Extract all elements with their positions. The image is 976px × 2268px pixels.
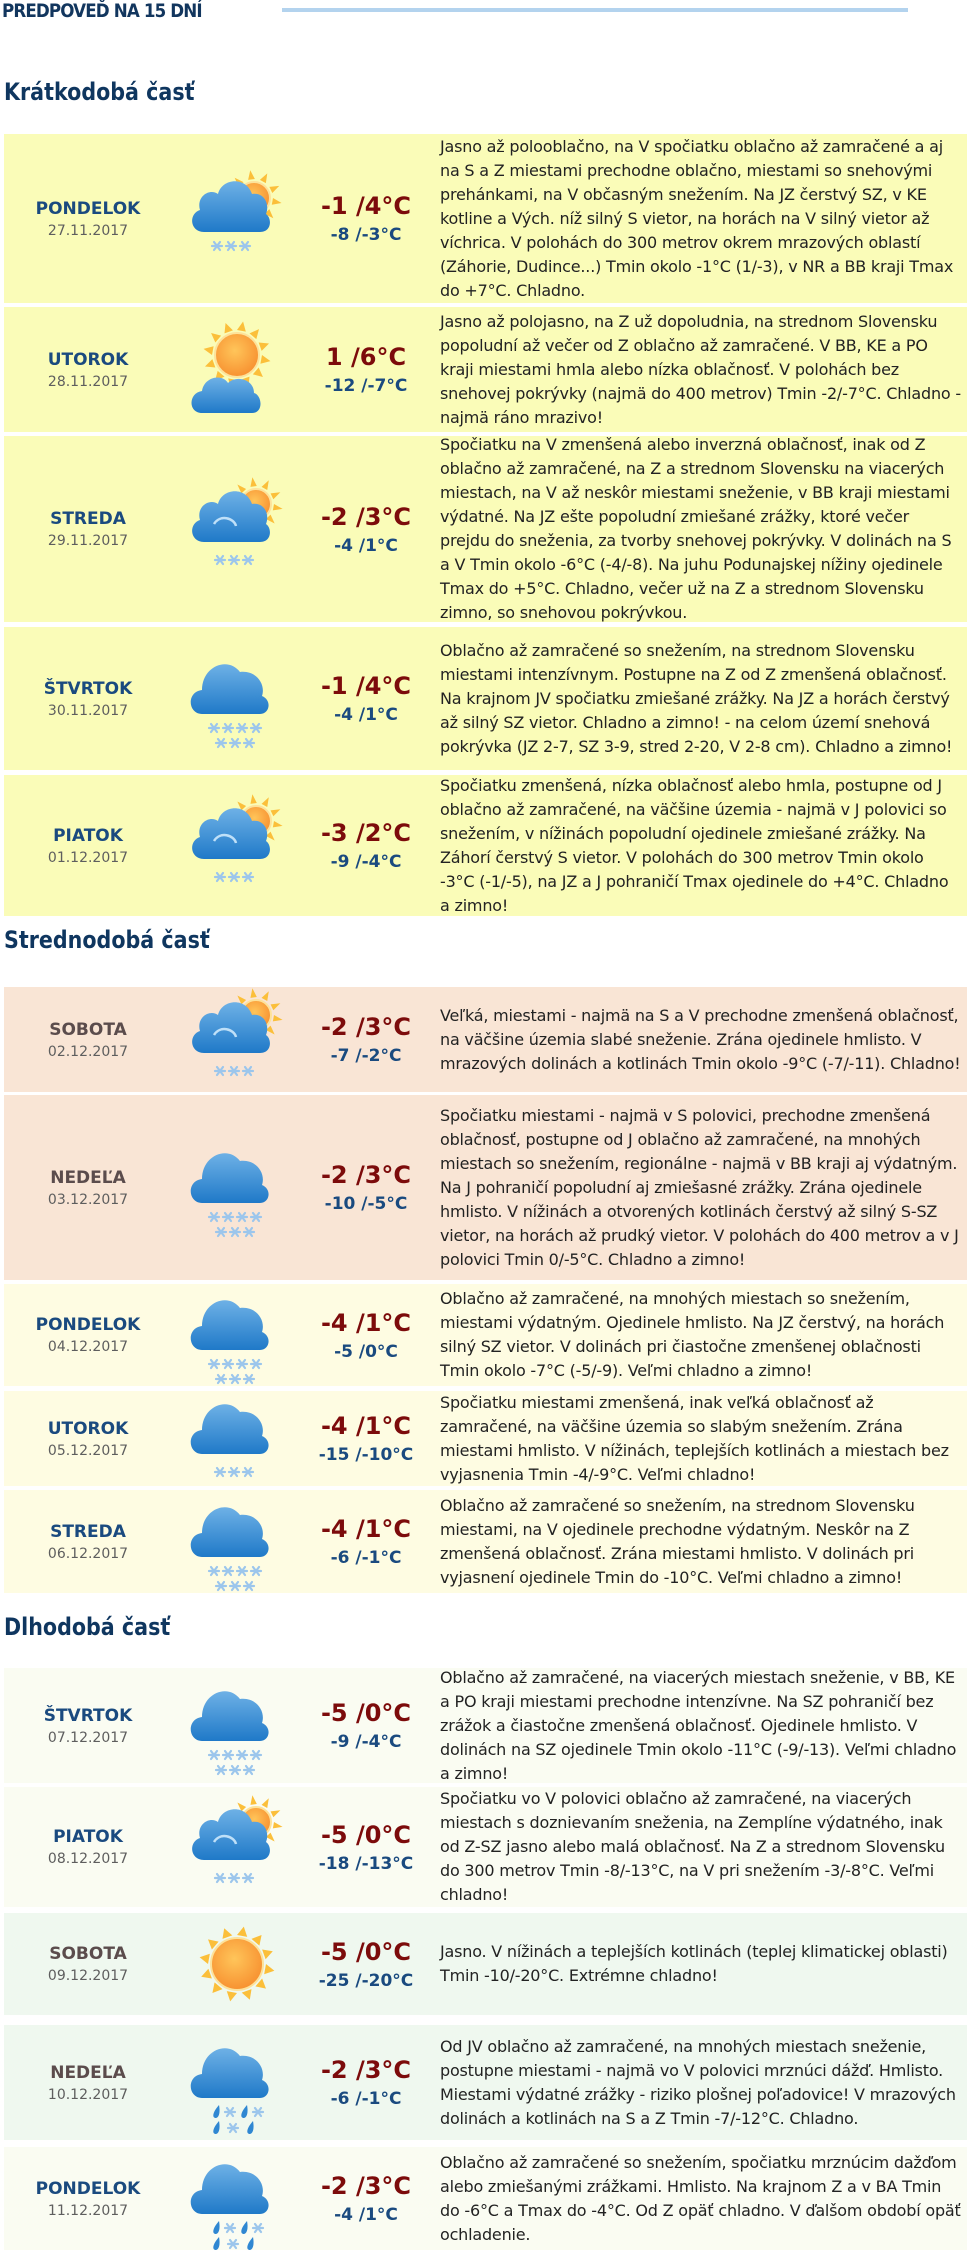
forecast-day-row <box>4 436 967 622</box>
day-temperature: -2 /3°C <box>320 1161 412 1189</box>
day-name: STREDA <box>50 509 126 529</box>
night-temperature: -5 /0°C <box>334 1341 398 1362</box>
day-temperature: -4 /1°C <box>320 1412 412 1440</box>
day-cell <box>4 1944 172 1984</box>
day-cell <box>4 826 172 866</box>
forecast-day-row <box>4 1668 967 1783</box>
day-temperature: -3 /2°C <box>320 819 412 847</box>
night-temperature: -8 /-3°C <box>330 225 402 245</box>
temperature-cell <box>302 2056 430 2109</box>
day-date: 29.11.2017 <box>47 533 129 549</box>
day-name: UTOROK <box>47 1418 129 1439</box>
forecast-day-row <box>4 1284 967 1386</box>
sun-behind-cloud-icon <box>172 315 302 425</box>
forecast-description: Oblačno až zamračené so snežením, na strednom Slovensku miestami, na V ojedinele prechodne výdatným. Neskôr na Z zmenšená oblačnosť. Zrána miestami hmlisto. V dolinách pri vyjasnení ojedinele Tmin do -10°C. Veľmi chladno a zimno! <box>440 1495 915 1587</box>
day-temperature: -5 /0°C <box>320 1699 412 1727</box>
night-temperature: -6 /-1°C <box>330 2089 402 2109</box>
forecast-description: Spočiatku na V zmenšená alebo inverzná oblačnosť, inak od Z oblačno až zamračené, na Z a strednom Slovensku na viacerých miestach, na V až neskôr miestami sneženie, v BB kraji miestami výdatné. Na JZ ešte popoludní zmiešané zrážky, ktoré večer prejdu do sneženia, za tvorby snehovej pokrývky. V dolinách na S a V Tmin okolo -6°C (-4/-8). Na juhu Podunajskej nížiny ojedinele Tmax do +5°C. Chladno, večer už na Z a strednom Slovensku zimno, so snehovou pokrývkou. <box>440 435 952 622</box>
forecast-day-row <box>4 987 967 1092</box>
day-temperature: -2 /3°C <box>320 2172 412 2200</box>
temperature-cell <box>302 672 430 725</box>
temperature-cell <box>302 1699 430 1752</box>
night-temperature: -9 /-4°C <box>330 1732 402 1752</box>
forecast-day-row <box>4 1490 967 1593</box>
partly-cloudy-light-snow-icon <box>172 1792 302 1902</box>
day-name: PONDELOK <box>35 2178 141 2199</box>
temperature-cell <box>302 819 430 872</box>
day-name: PIATOK <box>53 825 123 846</box>
temperature-cell <box>302 503 430 556</box>
day-temperature: -1 /4°C <box>320 192 412 220</box>
forecast-description: Jasno. V nížinách a teplejších kotlinách (teplej klimatickej oblasti) Tmin -10/-20°C. Extrémne chladno! <box>440 1942 948 1985</box>
day-cell <box>4 2179 172 2219</box>
day-date: 30.11.2017 <box>47 702 129 719</box>
day-temperature: 1 /6°C <box>325 343 407 371</box>
cloud-heavy-snow-icon <box>172 1133 302 1243</box>
day-date: 08.12.2017 <box>47 1851 129 1867</box>
section-heading: Dlhodobá časť <box>4 1613 171 1641</box>
night-temperature: -15 /-10°C <box>318 1445 414 1465</box>
day-date: 02.12.2017 <box>47 1043 129 1060</box>
day-name: STREDA <box>50 1521 126 1542</box>
temperature-cell <box>302 343 430 396</box>
forecast-description: Oblačno až zamračené so snežením, spočiatku mrznúcim dažďom alebo zmiešanými zrážkami. Hmlisto. Na krajnom Z a v BA Tmin do -6°C a Tmax do -4°C. Od Z opäť chladno. V ďalšom období opäť ochladenie. <box>440 2152 961 2244</box>
forecast-day-row <box>4 2147 967 2250</box>
forecast-description: Spočiatku zmenšená, nízka oblačnosť alebo hmla, postupne od J oblačno až zamračené, na väčšine územia - najmä v J polovici so snežením, v nížinách popoludní ojedinele zmiešané zrážky. Na Záhorí čerstvý S vietor. V polohách do 300 metrov Tmin okolo -3°C (-1/-5), na JZ a J pohraničí Tmax ojedinele do +4°C. Chladno a zimno! <box>440 775 949 915</box>
day-name: SOBOTA <box>49 1019 127 1040</box>
day-name: PONDELOK <box>35 198 141 219</box>
day-cell <box>4 1315 172 1355</box>
temperature-cell <box>302 1821 430 1874</box>
night-temperature: -18 /-13°C <box>318 1853 414 1874</box>
partly-cloudy-light-snow-icon <box>172 985 302 1095</box>
cloud-sleet-icon <box>172 2028 302 2138</box>
partly-cloudy-light-snow-icon <box>172 791 302 901</box>
day-date: 27.11.2017 <box>47 222 129 239</box>
temperature-cell <box>302 1013 430 1066</box>
day-cell <box>4 350 172 390</box>
forecast-description: Jasno až polojasno, na Z už dopoludnia, na strednom Slovensku popoludní až večer od Z oblačno až zamračené. V BB, KE a PO kraji miestami hmla alebo nízka oblačnosť. V polohách bez snehovej pokrývky (najmä do 400 metrov) Tmin -2/-7°C. Chladno - najmä ráno mrazivo! <box>440 311 961 427</box>
partly-cloudy-snow-icon <box>172 164 302 274</box>
forecast-description: Spočiatku miestami - najmä v S polovici, prechodne zmenšená oblačnosť, postupne od J oblačno až zamračené, na mnohých miestach so snežením, regionálne - najmä v BB kraji aj výdatným. Na J pohraničí popoludní aj zmiešasné zrážky. Zrána ojedinele hmlisto. V nížinách a otvorených kotlinách čerstvý až silný S-SZ vietor, na horách až prudký vietor. V polohách do 400 metrov a v J polovici Tmin 0/-5°C. Chladno a zimno! <box>440 1105 959 1269</box>
cloud-heavy-snow-icon <box>172 1487 302 1597</box>
day-name: SOBOTA <box>49 1944 127 1964</box>
night-temperature: -25 /-20°C <box>318 1970 414 1991</box>
night-temperature: -4 /1°C <box>334 705 398 725</box>
day-temperature: -4 /1°C <box>320 1308 412 1337</box>
day-date: 06.12.2017 <box>47 1545 129 1562</box>
day-name: NEDEĽA <box>50 2062 126 2083</box>
day-temperature: -2 /3°C <box>320 502 412 531</box>
temperature-cell <box>302 1161 430 1214</box>
forecast-description: Spočiatku miestami zmenšená, inak veľká oblačnosť až zamračené, na väčšine územia so slabým snežením. Zrána miestami hmlisto. V nížinách, teplejších kotlinách a miestach bez vyjasnenia Tmin -4/-9°C. Veľmi chladno! <box>440 1392 949 1484</box>
day-date: 28.11.2017 <box>47 373 129 390</box>
day-date: 10.12.2017 <box>47 2086 129 2103</box>
temperature-cell <box>302 192 430 245</box>
day-temperature: -5 /0°C <box>320 1937 412 1966</box>
day-cell <box>4 1827 172 1867</box>
day-cell <box>4 2063 172 2103</box>
partly-cloudy-light-snow-icon <box>172 474 302 584</box>
night-temperature: -7 /-2°C <box>330 1046 402 1066</box>
page-header <box>2 0 908 22</box>
day-date: 05.12.2017 <box>47 1442 129 1459</box>
cloud-heavy-snow-icon <box>172 1671 302 1781</box>
day-temperature: -4 /1°C <box>320 1515 412 1543</box>
day-cell <box>4 509 172 549</box>
day-temperature: -2 /3°C <box>320 1013 412 1041</box>
temperature-cell <box>302 2172 430 2225</box>
forecast-day-row <box>4 1913 967 2015</box>
forecast-day-row <box>4 627 967 770</box>
forecast-description: Veľká, miestami - najmä na S a V prechodne zmenšená oblačnosť, na väčšine územia slabé sneženie. Zrána ojedinele hmlisto. V mrazových dolinách a kotlinách Tmin okolo -9°C (-7/-11). Chladno! <box>440 1005 961 1073</box>
day-date: 01.12.2017 <box>47 849 129 866</box>
day-cell <box>4 1419 172 1459</box>
cloud-sleet-icon <box>172 2144 302 2254</box>
sun-icon <box>172 1909 302 2019</box>
day-name: PONDELOK <box>35 1315 141 1335</box>
day-name: ŠTVRTOK <box>43 1705 133 1726</box>
forecast-day-row <box>4 307 967 432</box>
day-name: PIATOK <box>53 1827 123 1847</box>
night-temperature: -9 /-4°C <box>330 852 402 872</box>
day-cell <box>4 1020 172 1060</box>
day-name: UTOROK <box>47 349 129 370</box>
forecast-day-row <box>4 1095 967 1280</box>
day-cell <box>4 679 172 719</box>
day-date: 07.12.2017 <box>47 1729 129 1746</box>
section-heading: Krátkodobá časť <box>4 78 195 106</box>
forecast-description: Od JV oblačno až zamračené, na mnohých miestach sneženie, postupne miestami - najmä vo V polovici mrznúci dážď. Hmlisto. Miestami výdatné zrážky - riziko plošnej poľadovice! V mrazových dolinách a kotlinách na S a Z Tmin -7/-12°C. Chladno. <box>440 2036 956 2128</box>
forecast-description: Spočiatku vo V polovici oblačno až zamračené, na viacerých miestach s doznievaním sneženia, na Zemplíne výdatného, inak od Z-SZ jasno alebo malá oblačnosť. Na Z a strednom Slovensku do 300 metrov Tmin -8/-13°C, na V pri snežením -3/-8°C. Veľmi chladno! <box>440 1789 945 1904</box>
day-temperature: -5 /0°C <box>320 1820 412 1849</box>
page-title: PREDPOVEĎ NA 15 DNÍ <box>2 0 202 22</box>
forecast-description: Oblačno až zamračené so snežením, na strednom Slovensku miestami intenzívnym. Postupne na Z od Z zmenšená oblačnosť. Na krajnom JV spočiatku zmiešané zrážky. Na JZ a horách čerstvý až silný SZ vietor. Chladno a zimno! - na celom území snehová pokrývka (JZ 2-7, SZ 3-9, stred 2-20, V 2-8 cm). Chladno a zimno! <box>440 640 953 756</box>
temperature-cell <box>302 1309 430 1362</box>
day-date: 09.12.2017 <box>47 1968 129 1984</box>
cloud-heavy-snow-icon <box>172 1280 302 1390</box>
forecast-description: Oblačno až zamračené, na viacerých miestach sneženie, v BB, KE a PO kraji miestami prechodne intenzívne. Na SZ pohraničí bez zrážok a čiastočne zmenšená oblačnosť. Ojedinele hmlisto. V dolinách na SZ ojedinele Tmin okolo -11°C (-9/-13). Veľmi chladno a zimno! <box>440 1667 957 1783</box>
day-cell <box>4 1706 172 1746</box>
day-name: ŠTVRTOK <box>43 678 133 699</box>
temperature-cell <box>302 1938 430 1991</box>
night-temperature: -4 /1°C <box>334 2205 398 2225</box>
forecast-day-row <box>4 1787 967 1907</box>
night-temperature: -4 /1°C <box>334 535 398 556</box>
temperature-cell <box>302 1515 430 1568</box>
day-date: 11.12.2017 <box>47 2202 129 2219</box>
temperature-cell <box>302 1412 430 1465</box>
day-name: NEDEĽA <box>50 1167 126 1188</box>
day-temperature: -2 /3°C <box>320 2056 412 2084</box>
forecast-description: Oblačno až zamračené, na mnohých miestach so snežením, miestami výdatným. Ojedinele hmlisto. Na JZ čerstvý, na horách silný SZ vietor. V dolinách pri čiastočne zmenšenej oblačnosti Tmin okolo -7°C (-5/-9). Veľmi chladno a zimno! <box>440 1289 945 1380</box>
night-temperature: -6 /-1°C <box>330 1548 402 1568</box>
day-temperature: -1 /4°C <box>320 672 412 700</box>
title-divider <box>282 8 908 12</box>
section-heading: Strednodobá časť <box>4 926 210 954</box>
day-date: 03.12.2017 <box>47 1191 129 1208</box>
forecast-day-row <box>4 2025 967 2140</box>
night-temperature: -12 /-7°C <box>324 376 408 396</box>
cloud-heavy-snow-icon <box>172 644 302 754</box>
day-cell <box>4 199 172 239</box>
day-cell <box>4 1522 172 1562</box>
cloud-light-snow-icon <box>172 1384 302 1494</box>
forecast-day-row <box>4 134 967 303</box>
day-date: 04.12.2017 <box>47 1339 129 1355</box>
forecast-description: Jasno až polooblačno, na V spočiatku oblačno až zamračené a aj na S a Z miestami prechodne oblačno, miestami so snehovými prehánkami, na V občasným snežením. Na JZ čerstvý SZ, v KE kotline a Vých. níž silný S vietor, na horách na V silný vietor až víchrica. V polohách do 300 metrov okrem mrazových oblastí (Záhorie, Dudince...) Tmin okolo -1°C (1/-3), v NR a BB kraji Tmax do +7°C. Chladno. <box>440 136 954 300</box>
forecast-day-row <box>4 775 967 916</box>
night-temperature: -10 /-5°C <box>324 1194 408 1214</box>
day-cell <box>4 1168 172 1208</box>
forecast-day-row <box>4 1391 967 1486</box>
